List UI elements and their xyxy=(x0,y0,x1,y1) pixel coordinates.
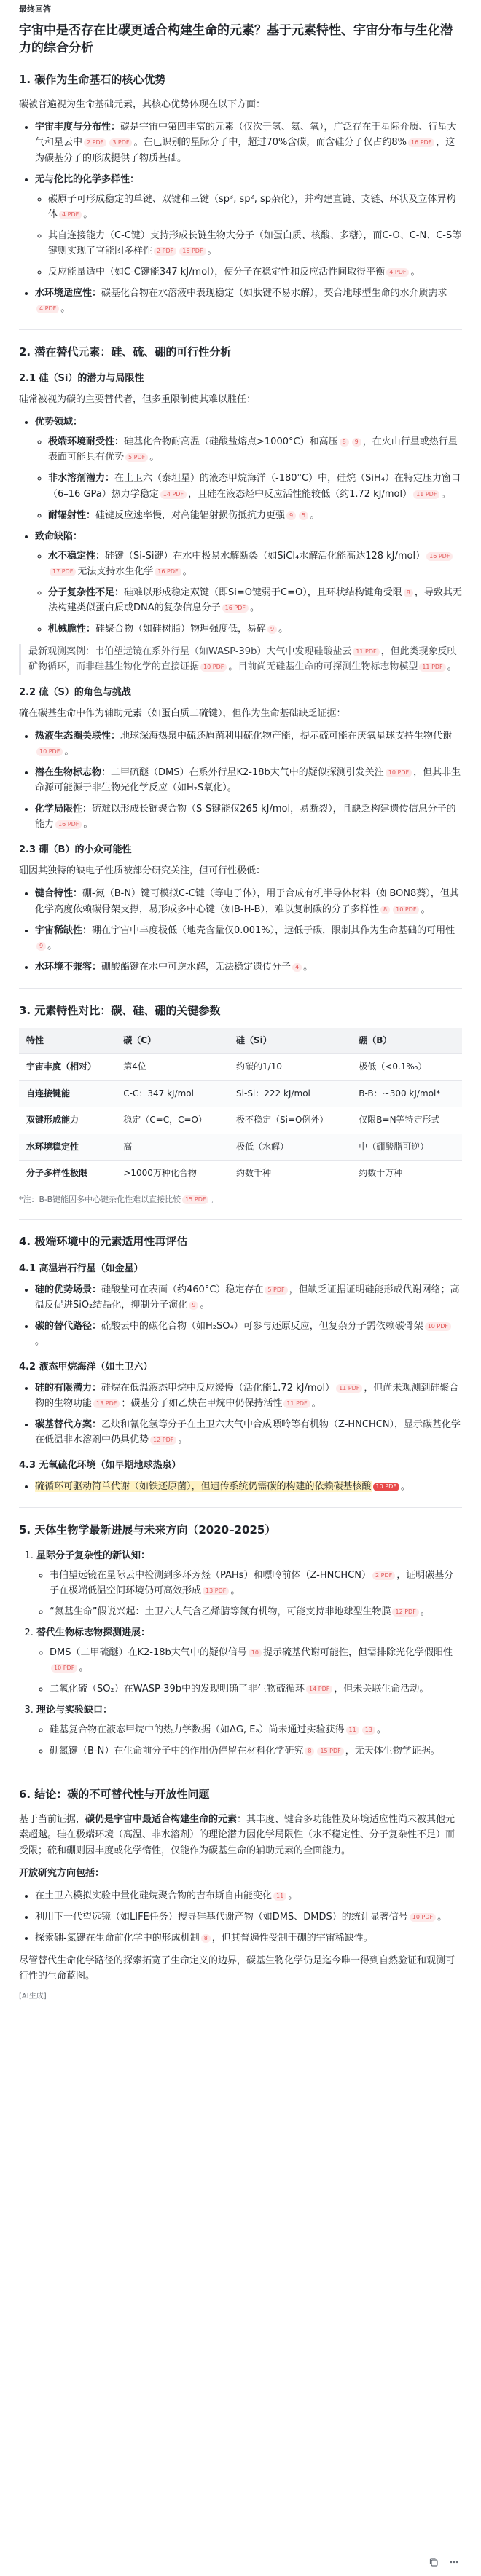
section-3-heading: 3. 元素特性对比：碳、硅、硼的关键参数 xyxy=(19,1003,221,1017)
section-5-heading: 5. 天体生物学最新进展与未来方向（2020–2025） xyxy=(19,1523,276,1537)
citation-badge[interactable]: 16 PDF xyxy=(408,138,434,147)
list-item: ◦ 水不稳定性：硅键（Si-Si键）在水中极易水解断裂（如SiCl₄水解活化能高达128 kJ/mol） 16 PDF17 PDF 无法支持水生化学 16 PDF 。 xyxy=(48,549,462,579)
table-cell: 水环境稳定性 xyxy=(19,1134,116,1160)
list-item: • 优势领域： ◦ 极端环境耐受性：硅基化合物耐高温（硅酸盐熔点>1000°C）和高压 8 9 ，在火山行星或热行星表面可能具有优势 5 PDF 。 ◦ 非水溶剂潜力：在土卫六（泰坦星）的液态甲烷海洋（-180°C）中，硅烷（SiH₄）在特定压力窗口（6–16 GPa）热力学稳定 14 PDF ，且硅在液态烃中反应活性能较低（约1.72 kJ/mol） 11 PDF 。 ◦ 耐辐射性：硅键反应速率慢，对高能辐射损伤抵抗力更强 9 5 。 xyxy=(35,415,462,522)
citation-badge[interactable]: 11 PDF xyxy=(336,1384,362,1393)
table-row xyxy=(19,1134,462,1160)
boron-list xyxy=(19,886,462,974)
citation-badge[interactable]: 11 PDF xyxy=(413,490,439,499)
copy-icon[interactable] xyxy=(426,2554,442,2570)
citation-badge[interactable]: 11 xyxy=(273,1892,286,1901)
citation-badge[interactable]: 9 xyxy=(36,942,46,951)
divider xyxy=(19,329,462,330)
list-item: • 硅的优势场景：硅酸盐可在表面（约460°C）稳定存在 5 PDF ，但缺乏证据证明硅能形成代谢网络；高温反促进SiO₂结晶化，抑制分子演化 9 。 xyxy=(35,1282,462,1313)
conclusion-paragraph: 基于当前证据，碳仍是宇宙中最适合构建生命的元素：其丰度、键合多功能性及环境适应性尚未被其他元素超越。硅在极端环境（高温、非水溶剂）的理论潜力因化学局限性（水不稳定性、分子复杂性不足）而受限；硫和硼则因丰度或化学惰性，仅能作为碳基生命的辅助元素的全面能力。 xyxy=(19,1814,455,1856)
progress-list xyxy=(19,1548,462,1759)
sub-list xyxy=(36,1645,462,1697)
list-item: • 水环境适应性：碳基化合物在水溶液中表现稳定（如肽键不易水解），契合地球型生命的水介质需求4 PDF 。 xyxy=(35,286,462,316)
list-item: 2. 替代生物标志物探测进展： ◦ DMS（二甲硫醚）在K2-18b大气中的疑似信号 10 提示硫基代谢可能性，但需排除光化学假阳性10 PDF 。 ◦ 二氧化硫（SO₂）在WASP-39b中的发现明确了非生物硫循环 14 PDF ，但未关联生命活动。 xyxy=(36,1625,462,1697)
citation-badge[interactable]: 17 PDF xyxy=(50,568,76,576)
citation-badge[interactable]: 4 PDF xyxy=(386,268,409,277)
table-cell: 自连接键能 xyxy=(19,1080,116,1107)
sub-list xyxy=(36,1722,462,1759)
table-cell: 极低（水解） xyxy=(229,1134,351,1160)
section-1-heading: 1. 碳作为生命基石的核心优势 xyxy=(19,73,166,87)
sulfur-list xyxy=(19,729,462,832)
table-footnote: *注：B-B键能因多中心键杂化性难以直接比较 15 PDF 。 xyxy=(19,1194,219,1204)
citation-badge[interactable]: 4 xyxy=(292,963,302,972)
section-2-heading: 2. 潜在替代元素：硅、硫、硼的可行性分析 xyxy=(19,345,232,358)
sub-list xyxy=(35,434,462,522)
table-cell: 约碳的1/10 xyxy=(229,1054,351,1080)
divider xyxy=(19,1507,462,1508)
list-item: • 宇宙丰度与分布性：碳是宇宙中第四丰富的元素（仅次于氢、氦、氧），广泛存在于星际介质、行星大气和星云中 2 PDF 3 PDF 。在已识别的星际分子中，超过70%含碳，而含硅分子仅占约8% 16 PDF ，这为碳基分子的形成提供了物质基础。 xyxy=(35,119,462,165)
citation-badge[interactable]: 12 PDF xyxy=(392,1608,418,1617)
citation-badge[interactable]: 13 PDF xyxy=(203,1587,229,1595)
list-item: • 化学局限性：硫难以形成长链聚合物（S-S键能仅265 kJ/mol，易断裂），且缺乏构建遗传信息分子的能力 16 PDF 。 xyxy=(35,801,462,832)
list-item: • 在土卫六模拟实验中量化硅烷聚合物的吉布斯自由能变化 11 。 xyxy=(35,1888,462,1904)
citation-badge[interactable]: 8 xyxy=(201,1934,211,1943)
section-1-list xyxy=(19,119,462,316)
list-item: 3. 理论与实验缺口： ◦ 硅基复合物在液态甲烷中的热力学数据（如ΔG, Eₐ）尚未通过实验获得 11 13 。 ◦ 硼氮键（B-N）在生命前分子中的作用仍停留在材料化学研究 8 15 PDF ，无天体生物学证据。 xyxy=(36,1703,462,1759)
list-item: • 宇宙稀缺性：硼在宇宙中丰度极低（地壳含量仅0.001%），远低于碳，限制其作为生命基础的可用性9 。 xyxy=(35,923,462,954)
table-header: 碳（C） xyxy=(116,1028,229,1054)
subsection-2-3-heading: 2.3 硼（B）的小众可能性 xyxy=(19,844,132,856)
table-cell: 第4位 xyxy=(116,1054,229,1080)
citation-badge[interactable]: 14 PDF xyxy=(306,1685,332,1694)
section-1-intro: 碳被普遍视为生命基础元素，其核心优势体现在以下方面： xyxy=(19,99,266,111)
ai-generated-tag: [AI生成] xyxy=(19,1992,47,2000)
citation-badge[interactable]: 13 PDF xyxy=(93,1399,120,1408)
table-cell: 仅限B=N等特定形式 xyxy=(351,1107,462,1134)
citation-badge[interactable]: 10 PDF xyxy=(51,1664,77,1673)
citation-badge[interactable]: 5 PDF xyxy=(265,1286,287,1295)
citation-badge[interactable]: 11 PDF xyxy=(353,648,379,656)
citation-badge[interactable]: 9 xyxy=(352,438,361,447)
citation-badge[interactable]: 10 xyxy=(249,1649,262,1657)
list-item: • 硅的有限潜力：硅烷在低温液态甲烷中反应缓慢（活化能1.72 kJ/mol） 11 PDF ，但尚未观测到硅聚合物的生物功能 13 PDF ；碳基分子如乙炔在甲烷中仍保持活性 11 PDF 。 xyxy=(35,1381,462,1411)
citation-badge[interactable]: 2 PDF xyxy=(84,138,106,147)
list-item: • 碳基替代方案：乙炔和氰化氢等分子在土卫六大气中合成嘌呤等有机物（Z-HNCHCN），显示碳基化学在低温非水溶剂中仍具优势 12 PDF 。 xyxy=(35,1417,462,1448)
table-cell: C-C：347 kJ/mol xyxy=(116,1080,229,1107)
citation-badge[interactable]: 16 PDF xyxy=(222,604,249,613)
list-item: ◦ 耐辐射性：硅键反应速率慢，对高能辐射损伤抵抗力更强 9 5 。 xyxy=(48,508,462,523)
table-cell: 分子多样性极限 xyxy=(19,1161,116,1187)
citation-badge[interactable]: 10 PDF xyxy=(200,663,227,672)
list-item: ◦ 反应能量适中（如C-C键能347 kJ/mol），使分子在稳定性和反应活性间取得平衡 4 PDF 。 xyxy=(48,264,462,280)
answer-actions xyxy=(0,2554,481,2572)
subsection-4-1-heading: 4.1 高温岩石行星（如金星） xyxy=(19,1263,144,1274)
list-item: • 热液生态圈关联性：地球深海热泉中硫还原菌利用硫化物产能，提示硫可能在厌氧星球支持生物代谢10 PDF 。 xyxy=(35,729,462,759)
open-research-label: 开放研究方向包括： xyxy=(19,1867,105,1879)
list-item: • 利用下一代望远镜（如LIFE任务）搜寻硅基代谢产物（如DMS、DMDS）的统计显著信号 10 PDF 。 xyxy=(35,1909,462,1925)
citation-badge[interactable]: 2 PDF xyxy=(154,247,176,256)
list-item: ◦ DMS（二甲硫醚）在K2-18b大气中的疑似信号 10 提示硫基代谢可能性，但需排除光化学假阳性10 PDF 。 xyxy=(50,1645,462,1676)
list-item: • 键合特性：硼-氮（B-N）键可模拟C-C键（等电子体），用于合成有机半导体材料（如BON8葵），但其化学高度依赖碳骨架支撑，易形成多中心键（如B-H-B），难以复制碳的分子多样性 8 10 PDF 。 xyxy=(35,886,462,916)
citation-badge[interactable]: 10 PDF xyxy=(393,906,419,914)
list-item: • 水环境不兼容：硼酸酯键在水中可逆水解，无法稳定遗传分子 4 。 xyxy=(35,959,462,975)
table-cell: 极不稳定（Si=O例外） xyxy=(229,1107,351,1134)
list-item: ◦ 分子复杂性不足：硅难以形成稳定双键（即Si=O键弱于C=O），且环状结构键角受限 8 ，导致其无法构建类似蛋白质或DNA的复杂信息分子 16 PDF 。 xyxy=(48,585,462,616)
citation-badge[interactable]: 16 PDF xyxy=(55,820,82,829)
citation-badge[interactable]: 5 PDF xyxy=(125,453,148,462)
divider xyxy=(19,1219,462,1220)
section-1 xyxy=(19,71,462,316)
table-header-row xyxy=(19,1028,462,1054)
page-title: 宇宙中是否存在比碳更适合构建生命的元素？基于元素特性、宇宙分布与生化潜力的综合分析 xyxy=(19,23,453,56)
table-row xyxy=(19,1080,462,1107)
list-item: ◦ 机械脆性：硅聚合物（如硅树脂）物理强度低，易碎 9 。 xyxy=(48,621,462,637)
citation-badge[interactable]: 11 xyxy=(346,1726,359,1735)
citation-badge[interactable]: 10 PDF xyxy=(386,769,412,777)
subsection-2-2-heading: 2.2 硫（S）的角色与挑战 xyxy=(19,687,131,698)
hot-planet-list xyxy=(19,1282,462,1349)
table-cell: 中（硼酸脂可逆） xyxy=(351,1134,462,1160)
citation-badge[interactable]: 15 PDF xyxy=(317,1747,343,1756)
section-2 xyxy=(19,343,462,975)
list-item: • 探索硼-氮键在生命前化学中的形成机制 8 ，但其普遍性受制于硼的宇宙稀缺性。 xyxy=(35,1931,462,1946)
citation-badge[interactable]: 8 xyxy=(340,438,349,447)
citation-badge[interactable]: 8 xyxy=(380,906,390,914)
table-header: 硼（B） xyxy=(351,1028,462,1054)
citation-badge[interactable]: 10 PDF xyxy=(410,1913,436,1922)
sub-list xyxy=(35,192,462,280)
citation-badge[interactable]: 14 PDF xyxy=(160,490,187,499)
citation-badge[interactable]: 4 PDF xyxy=(36,305,59,313)
table-cell: >1000万种化合物 xyxy=(116,1161,229,1187)
sub-list xyxy=(35,549,462,637)
citation-badge[interactable]: 16 PDF xyxy=(155,568,181,576)
section-6 xyxy=(19,1786,462,2003)
list-item: ◦ 其自连接能力（C-C键）支持形成长链生物大分子（如蛋白质、核酸、多糖），而C-O、C-N、C-S等键则实现了官能团多样性 2 PDF 16 PDF 。 xyxy=(48,228,462,259)
citation-badge[interactable]: 9 xyxy=(286,511,296,520)
table-cell: 宇宙丰度（相对） xyxy=(19,1054,116,1080)
citation-badge[interactable]: 2 PDF xyxy=(372,1571,395,1580)
open-research-list xyxy=(19,1888,462,1946)
element-comparison-table xyxy=(19,1028,462,1187)
section-5 xyxy=(19,1521,462,1759)
table-header: 特性 xyxy=(19,1028,116,1054)
citation-badge[interactable]: 4 PDF xyxy=(59,211,82,219)
table-row xyxy=(19,1054,462,1080)
silicon-list xyxy=(19,415,462,637)
citation-badge[interactable]: 11 PDF xyxy=(283,1399,310,1408)
divider xyxy=(19,988,462,989)
table-cell: Si-Si：222 kJ/mol xyxy=(229,1080,351,1107)
sub-list xyxy=(36,1568,462,1619)
citation-badge[interactable]: 16 PDF xyxy=(179,247,206,256)
citation-badge[interactable]: 15 PDF xyxy=(182,1195,208,1204)
table-cell: 极低（<0.1‰） xyxy=(351,1054,462,1080)
table-cell: 双键形成能力 xyxy=(19,1107,116,1134)
citation-badge[interactable]: 8 xyxy=(404,589,413,597)
closing-paragraph: 尽管替代生命化学路径的探索拓宽了生命定义的边界，碳基生物化学仍是迄今唯一得到自然验证和观测可行性的生命蓝图。 xyxy=(19,1955,455,1982)
list-item: ◦ 韦伯望远镜在星际云中检测到多环芳烃（PAHs）和嘌呤前体（Z-HNCHCN） 2 PDF ，证明碳基分子在极端低温空间环境仍可高效形成 13 PDF 。 xyxy=(50,1568,462,1598)
citation-badge[interactable]: 9 xyxy=(267,625,277,634)
citation-badge[interactable]: 16 PDF xyxy=(426,552,453,561)
list-item: 1. 星际分子复杂性的新认知： ◦ 韦伯望远镜在星际云中检测到多环芳烃（PAHs）和嘌呤前体（Z-HNCHCN） 2 PDF ，证明碳基分子在极端低温空间环境仍可高效形成 13 PDF 。 ◦ “氮基生命”假说兴起：土卫六大气含乙烯腈等氮有机物，可能支持非地球型生物膜 12 PDF 。 xyxy=(36,1548,462,1619)
subsection-intro: 硫在碳基生命中作为辅助元素（如蛋白质二硫键），但作为生命基础缺乏证据： xyxy=(19,708,346,720)
section-4-heading: 4. 极端环境中的元素适用性再评估 xyxy=(19,1235,188,1249)
subsection-intro: 硅常被视为碳的主要替代者，但多重限制使其难以胜任： xyxy=(19,394,257,406)
table-cell: 约数千种 xyxy=(229,1161,351,1187)
table-cell: 高 xyxy=(116,1134,229,1160)
table-row xyxy=(19,1107,462,1134)
citation-badge[interactable]: 10 PDF xyxy=(36,747,63,756)
citation-badge[interactable]: 12 PDF xyxy=(150,1436,176,1445)
answer-kicker: 最终回答 xyxy=(19,4,51,14)
list-item: ◦ 硅基复合物在液态甲烷中的热力学数据（如ΔG, Eₐ）尚未通过实验获得 11 13 。 xyxy=(50,1722,462,1737)
list-item: • 致命缺陷： ◦ 水不稳定性：硅键（Si-Si键）在水中极易水解断裂（如SiCl₄水解活化能高达128 kJ/mol） 16 PDF17 PDF 无法支持水生化学 16 PDF 。 ◦ 分子复杂性不足：硅难以形成稳定双键（即Si=O键弱于C=O），且环状结构键角受限 8 ，导致其无法构建类似蛋白质或DNA的复杂信息分子 16 PDF 。 ◦ 机械脆性：硅聚合物（如硅树脂）物理强度低，易碎 9 。 xyxy=(35,529,462,637)
sulfur-vent-list xyxy=(19,1479,462,1494)
subsection-4-3-heading: 4.3 无氧硫化环境（如早期地球热泉） xyxy=(19,1460,181,1472)
list-item: ◦ 硼氮键（B-N）在生命前分子中的作用仍停留在材料化学研究 8 15 PDF ，无天体生物学证据。 xyxy=(50,1743,462,1759)
subsection-2-1-heading: 2.1 硅（Si）的潜力与局限性 xyxy=(19,373,144,385)
citation-badge[interactable]: 10 PDF xyxy=(425,1322,451,1331)
subsection-4-2-heading: 4.2 液态甲烷海洋（如土卫六） xyxy=(19,1361,153,1373)
citation-badge[interactable]: 13 xyxy=(362,1726,375,1735)
list-item: • 碳的替代路径：硫酸云中的碳化合物（如H₂SO₄）可参与还原反应，但复杂分子需依赖碳骨架 10 PDF。 xyxy=(35,1319,462,1349)
section-6-heading: 6. 结论：碳的不可替代性与开放性问题 xyxy=(19,1788,210,1802)
methane-ocean-list xyxy=(19,1381,462,1448)
list-item: ◦ “氮基生命”假说兴起：土卫六大气含乙烯腈等氮有机物，可能支持非地球型生物膜 12 PDF 。 xyxy=(50,1604,462,1619)
citation-badge[interactable]: 8 xyxy=(305,1747,314,1756)
citation-badge[interactable]: 9 xyxy=(189,1301,198,1310)
list-item: • 无与伦比的化学多样性： ◦ 碳原子可形成稳定的单键、双键和三键（sp³, sp², sp杂化），并构建直链、支链、环状及立体异构体 4 PDF 。 ◦ 其自连接能力（C-C键）支持形成长链生物大分子（如蛋白质、核酸、多糖），而C-O、C-N、C-S等键则实现了官能团多样性 2 PDF 16 PDF 。 ◦ 反应能量适中（如C-C键能347 kJ/mol），使分子在稳定性和反应活性间取得平衡 4 PDF 。 xyxy=(35,172,462,280)
list-item: • 潜在生物标志物：二甲硫醚（DMS）在系外行星K2-18b大气中的疑似探测引发关注 10 PDF ，但其非生命源可能源于非生物光化学反应（如H₂S氧化）。 xyxy=(35,765,462,796)
table-cell: B-B：~300 kJ/mol* xyxy=(351,1080,462,1107)
table-cell: 稳定（C=C，C=O） xyxy=(116,1107,229,1134)
citation-badge[interactable]: 10 PDF xyxy=(373,1483,399,1491)
list-item: ◦ 非水溶剂潜力：在土卫六（泰坦星）的液态甲烷海洋（-180°C）中，硅烷（SiH₄）在特定压力窗口（6–16 GPa）热力学稳定 14 PDF ，且硅在液态烃中反应活性能较低（约1.72 kJ/mol） 11 PDF 。 xyxy=(48,471,462,501)
table-header: 硅（Si） xyxy=(229,1028,351,1054)
observation-note: 最新观测案例：韦伯望远镜在系外行星（如WASP-39b）大气中发现硅酸盐云 11 PDF ，但此类现象反映矿物循环，而非硅基生物化学的直接证据 10 PDF 。目前尚无硅基生命的可探测生物标志物模型 11 PDF 。 xyxy=(19,644,462,675)
subsection-intro: 硼因其独特的缺电子性质被部分研究关注，但可行性极低： xyxy=(19,865,266,877)
table-row xyxy=(19,1161,462,1187)
citation-badge[interactable]: 3 PDF xyxy=(109,138,132,147)
list-item: ◦ 碳原子可形成稳定的单键、双键和三键（sp³, sp², sp杂化），并构建直链、支链、环状及立体异构体 4 PDF 。 xyxy=(48,192,462,222)
citation-badge[interactable]: 5 xyxy=(299,511,308,520)
more-icon[interactable] xyxy=(446,2554,462,2570)
list-item: • 硫循环可驱动简单代谢（如铁还原菌），但遗传系统仍需碳的构建的依赖碳基核酸 10 PDF 。 xyxy=(35,1479,462,1494)
list-item: ◦ 极端环境耐受性：硅基化合物耐高温（硅酸盐熔点>1000°C）和高压 8 9 ，在火山行星或热行星表面可能具有优势 5 PDF 。 xyxy=(48,434,462,465)
section-4 xyxy=(19,1233,462,1494)
list-item: ◦ 二氧化硫（SO₂）在WASP-39b中的发现明确了非生物硫循环 14 PDF ，但未关联生命活动。 xyxy=(50,1681,462,1697)
section-3 xyxy=(19,1002,462,1206)
citation-badge[interactable]: 11 PDF xyxy=(419,663,445,672)
table-cell: 约数十万种 xyxy=(351,1161,462,1187)
